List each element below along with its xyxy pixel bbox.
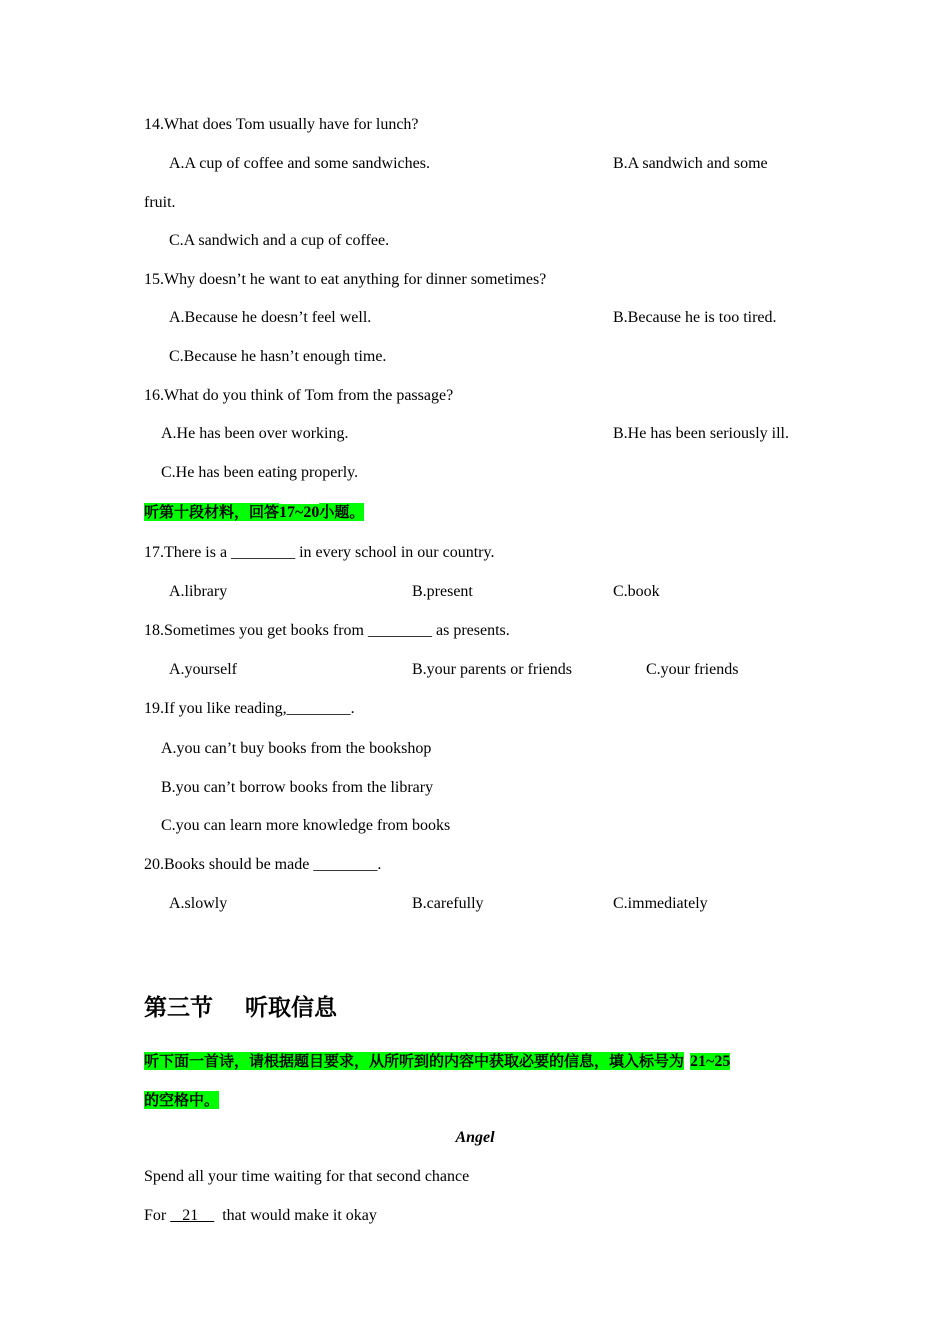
question-18: 18.Sometimes you get books from ________ as presents. <box>144 622 510 639</box>
q19-option-a: A.you can’t buy books from the bookshop <box>161 740 432 757</box>
q14-option-a: A.A cup of coffee and some sandwiches. <box>169 155 430 172</box>
blank-21[interactable]: 21 <box>170 1207 215 1224</box>
section-3-instruction-line-1 <box>144 1051 730 1072</box>
q16-option-b: B.He has been seriously ill. <box>613 425 789 442</box>
q14-option-b-continued: fruit. <box>144 194 176 211</box>
question-17: 17.There is a ________ in every school in our country. <box>144 544 495 561</box>
q14-option-b: B.A sandwich and some <box>613 155 768 172</box>
q15-option-b: B.Because he is too tired. <box>613 309 777 326</box>
poem-line-1: Spend all your time waiting for that second chance <box>144 1168 470 1185</box>
section-3-instruction-text: 听下面一首诗，请根据题目要求，从所听到的内容中获取必要的信息，填入标号为 <box>144 1052 685 1070</box>
section-3-instruction-text-2: 的空格中。 <box>144 1091 220 1109</box>
instruction-10-text-2: 小题。 <box>319 503 365 521</box>
q14-option-c: C.A sandwich and a cup of coffee. <box>169 232 390 249</box>
q18-option-a: A.yourself <box>169 661 237 678</box>
q20-option-a: A.slowly <box>169 895 228 912</box>
q19-option-c: C.you can learn more knowledge from books <box>161 817 451 834</box>
q16-option-c: C.He has been eating properly. <box>161 464 359 481</box>
q18-option-b: B.your parents or friends <box>412 661 572 678</box>
section-3-instruction-range: 21~25 <box>690 1053 731 1070</box>
q20-option-c: C.immediately <box>613 895 708 912</box>
poem-line-2 <box>144 1206 377 1226</box>
q17-option-c: C.book <box>613 583 660 600</box>
poem-title: Angel <box>455 1129 495 1146</box>
instruction-10-range: 17~20 <box>279 504 320 521</box>
question-15: 15.Why doesn’t he want to eat anything for dinner sometimes? <box>144 271 547 288</box>
section-3-title: 第三节 听取信息 <box>144 995 338 1021</box>
q19-option-b: B.you can’t borrow books from the library <box>161 779 434 796</box>
question-14: 14.What does Tom usually have for lunch? <box>144 116 419 133</box>
q17-option-a: A.library <box>169 583 228 600</box>
poem-line-2-end: that would make it okay <box>214 1207 377 1224</box>
q16-option-a: A.He has been over working. <box>161 425 349 442</box>
question-19: 19.If you like reading,________. <box>144 700 355 717</box>
instruction-part-10 <box>144 502 364 523</box>
q17-option-b: B.present <box>412 583 473 600</box>
q20-option-b: B.carefully <box>412 895 484 912</box>
section-3-instruction-line-2 <box>144 1090 219 1111</box>
q15-option-c: C.Because he hasn’t enough time. <box>169 348 387 365</box>
instruction-10-text-1: 听第十段材料，回答 <box>144 503 280 521</box>
q15-option-a: A.Because he doesn’t feel well. <box>169 309 372 326</box>
poem-line-2-start: For <box>144 1207 171 1224</box>
question-16: 16.What do you think of Tom from the passage? <box>144 387 454 404</box>
question-20: 20.Books should be made ________. <box>144 856 382 873</box>
q18-option-c: C.your friends <box>646 661 739 678</box>
